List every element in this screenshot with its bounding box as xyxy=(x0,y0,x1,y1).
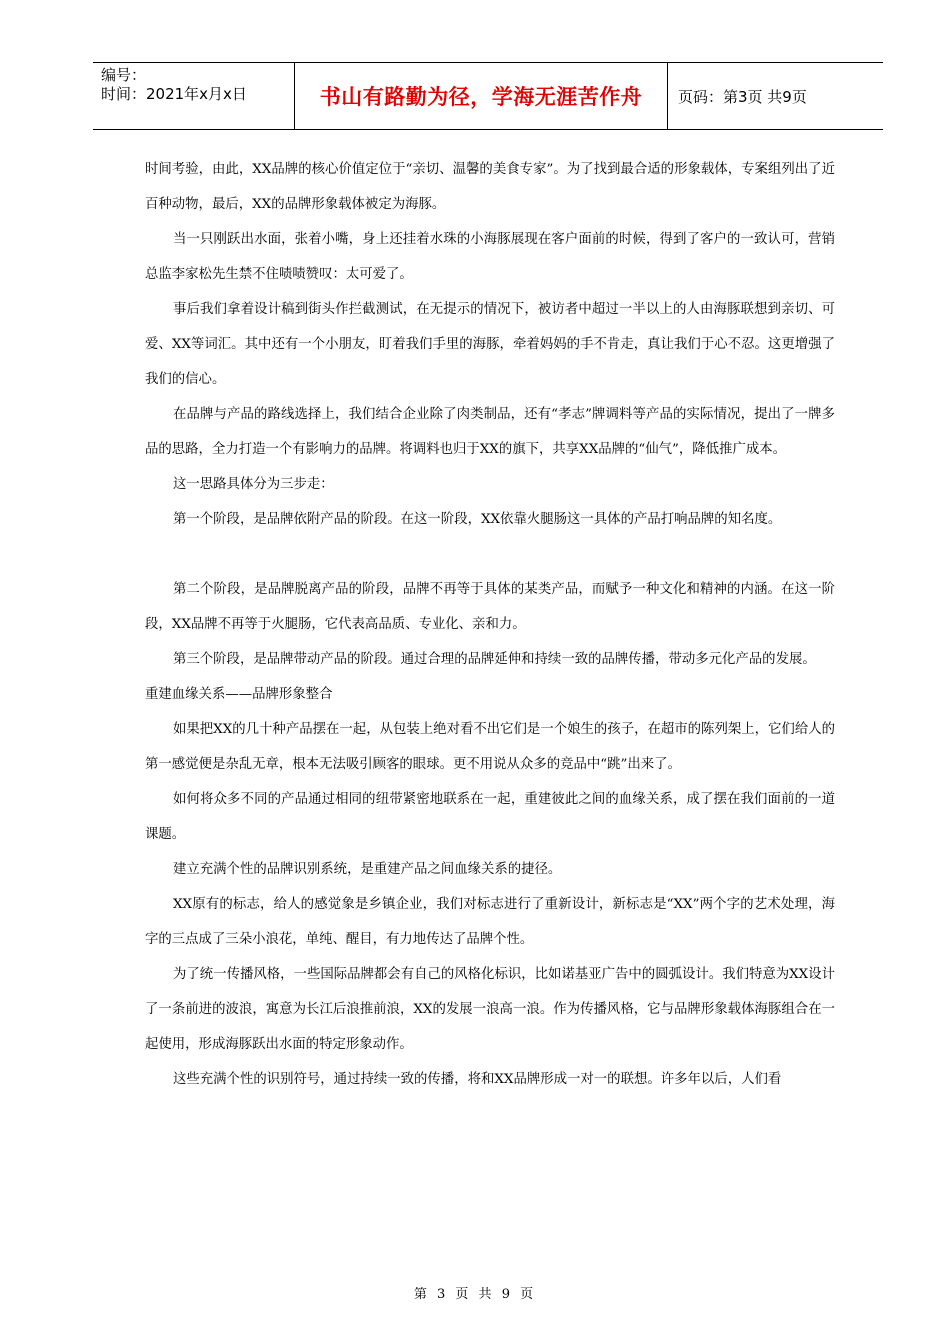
document-body xyxy=(145,152,835,1097)
section-heading: 重建血缘关系——品牌形象整合 xyxy=(145,687,333,702)
paragraph: 当一只刚跃出水面，张着小嘴，身上还挂着水珠的小海豚展现在客户面前的时候，得到了客户的一致认可，营销总监李家松先生禁不住啧啧赞叹：太可爱了。 xyxy=(145,232,835,282)
header-meta xyxy=(93,63,295,129)
paragraph: 时间考验，由此，XX品牌的核心价值定位于“亲切、温馨的美食专家”。为了找到最合适的形象载体，专案组列出了近百种动物，最后，XX的品牌形象载体被定为海豚。 xyxy=(145,162,835,212)
blank-line xyxy=(145,537,835,572)
paragraph: 这些充满个性的识别符号，通过持续一致的传播，将和XX品牌形成一对一的联想。许多年以后，人们看 xyxy=(173,1072,782,1087)
page-footer xyxy=(0,1283,950,1302)
paragraph: 事后我们拿着设计稿到街头作拦截测试，在无提示的情况下，被访者中超过一半以上的人由海豚联想到亲切、可爱、XX等词汇。其中还有一个小朋友，盯着我们手里的海豚，牵着妈妈的手不肯走，真让我们于心不忍。这更增强了我们的信心。 xyxy=(145,302,835,387)
page-header xyxy=(93,62,883,130)
header-motto: 书山有路勤为径，学海无涯苦作舟 xyxy=(295,63,668,129)
paragraph: 为了统一传播风格，一些国际品牌都会有自己的风格化标识，比如诺基亚广告中的圆弧设计。我们特意为XX设计了一条前进的波浪，寓意为长江后浪推前浪，XX的发展一浪高一浪。作为传播风格，它与品牌形象载体海豚组合在一起使用，形成海豚跃出水面的特定形象动作。 xyxy=(145,967,835,1052)
paragraph: 第一个阶段，是品牌依附产品的阶段。在这一阶段，XX依靠火腿肠这一具体的产品打响品牌的知名度。 xyxy=(173,512,782,527)
paragraph: 第二个阶段，是品牌脱离产品的阶段，品牌不再等于具体的某类产品，而赋予一种文化和精神的内涵。在这一阶段，XX品牌不再等于火腿肠，它代表高品质、专业化、亲和力。 xyxy=(145,582,835,632)
time-label: 时间：2021年x月x日 xyxy=(101,85,247,103)
serial-label: 编号： xyxy=(101,66,147,84)
paragraph: 在品牌与产品的路线选择上，我们结合企业除了肉类制品，还有“孝志”牌调料等产品的实际情况，提出了一牌多品的思路，全力打造一个有影响力的品牌。将调料也归于XX的旗下，共享XX品牌的“仙气”，降低推广成本。 xyxy=(145,407,835,457)
paragraph: XX原有的标志，给人的感觉象是乡镇企业，我们对标志进行了重新设计，新标志是“XX”两个字的艺术处理，海字的三点成了三朵小浪花，单纯、醒目，有力地传达了品牌个性。 xyxy=(145,897,835,947)
footer-page-number: 第 3 页 共 9 页 xyxy=(413,1287,537,1302)
paragraph: 这一思路具体分为三步走： xyxy=(173,477,334,492)
paragraph: 如何将众多不同的产品通过相同的纽带紧密地联系在一起，重建彼此之间的血缘关系，成了摆在我们面前的一道课题。 xyxy=(145,792,835,842)
header-page-info: 页码：第3页 共9页 xyxy=(678,87,807,106)
paragraph: 如果把XX的几十种产品摆在一起，从包装上绝对看不出它们是一个娘生的孩子，在超市的陈列架上，它们给人的第一感觉便是杂乱无章，根本无法吸引顾客的眼球。更不用说从众多的竞品中“跳”出来了。 xyxy=(145,722,835,772)
paragraph: 建立充满个性的品牌识别系统，是重建产品之间血缘关系的捷径。 xyxy=(173,862,562,877)
paragraph: 第三个阶段，是品牌带动产品的阶段。通过合理的品牌延伸和持续一致的品牌传播，带动多元化产品的发展。 xyxy=(173,652,816,667)
